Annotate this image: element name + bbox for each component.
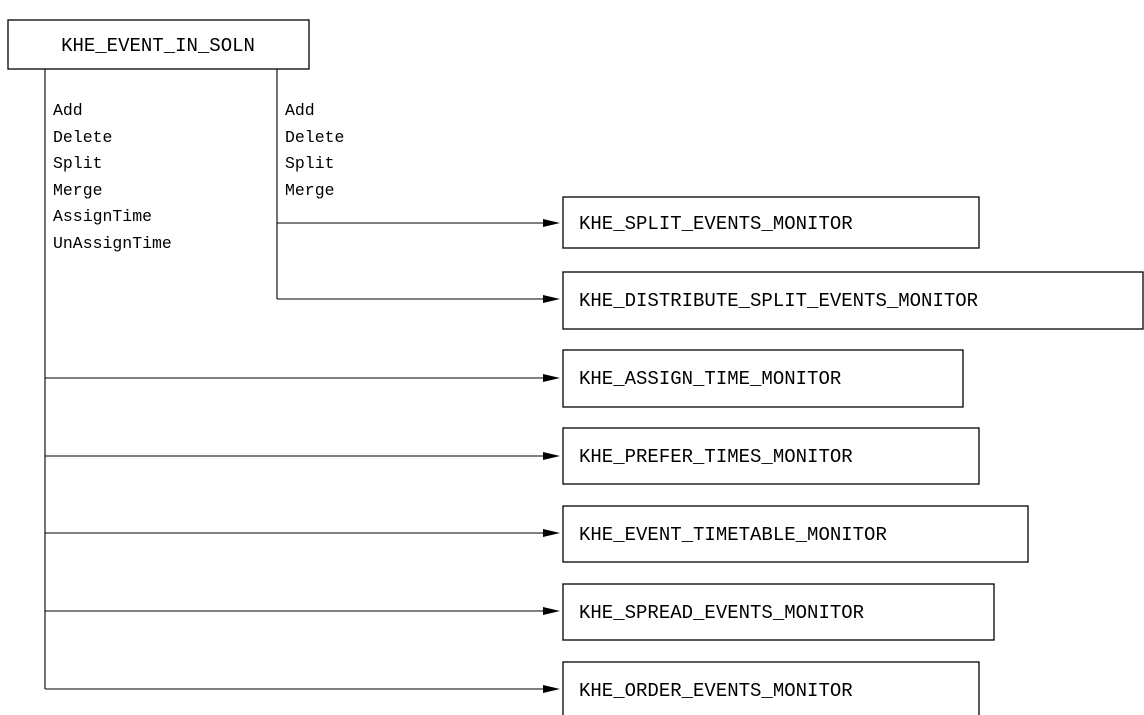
arrowhead: [543, 529, 560, 537]
arrowhead: [543, 607, 560, 615]
operations-main-list: [53, 101, 172, 253]
source-label: KHE_EVENT_IN_SOLN: [61, 35, 255, 57]
monitor-label: KHE_PREFER_TIMES_MONITOR: [579, 446, 853, 468]
operation-label: UnAssignTime: [53, 234, 172, 253]
operation-label: Delete: [53, 128, 113, 147]
operation-label: Merge: [53, 181, 103, 200]
operation-label: Add: [285, 101, 315, 120]
arrowhead: [543, 295, 560, 303]
monitor-label: KHE_DISTRIBUTE_SPLIT_EVENTS_MONITOR: [579, 290, 979, 312]
operation-label: Merge: [285, 181, 335, 200]
arrowhead: [543, 219, 560, 227]
source-node: [8, 20, 309, 69]
monitor-spread-events: [563, 584, 994, 640]
operation-label: Split: [285, 154, 335, 173]
arrowhead: [543, 374, 560, 382]
operation-label: AssignTime: [53, 207, 153, 226]
monitor-split-events: [563, 197, 979, 248]
monitor-event-timetable: [563, 506, 1028, 562]
monitor-label: KHE_ORDER_EVENTS_MONITOR: [579, 680, 853, 702]
operation-label: Delete: [285, 128, 345, 147]
monitor-assign-time: [563, 350, 963, 407]
operation-label: Split: [53, 154, 103, 173]
monitor-distribute-split-events: [563, 272, 1143, 329]
operations-split-list: [285, 101, 344, 200]
arrowhead: [543, 685, 560, 693]
monitor-order-events: [563, 662, 979, 715]
monitor-label: KHE_EVENT_TIMETABLE_MONITOR: [579, 524, 887, 546]
arrowhead: [543, 452, 560, 460]
monitor-label: KHE_SPLIT_EVENTS_MONITOR: [579, 213, 853, 235]
monitor-label: KHE_SPREAD_EVENTS_MONITOR: [579, 602, 865, 624]
monitor-label: KHE_ASSIGN_TIME_MONITOR: [579, 368, 842, 390]
operation-label: Add: [53, 101, 83, 120]
monitor-prefer-times: [563, 428, 979, 484]
